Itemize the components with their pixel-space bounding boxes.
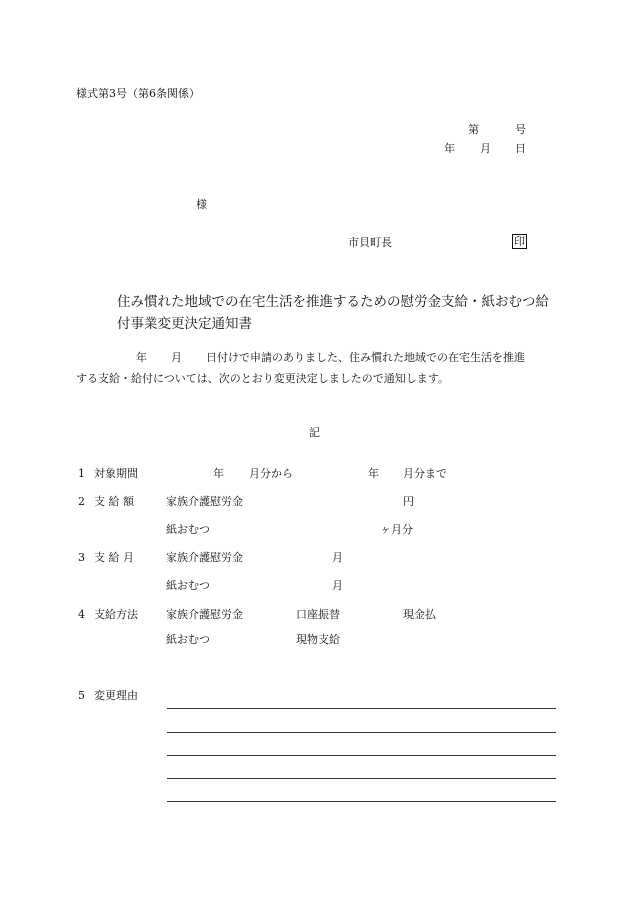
item-4-number: 4 [78, 608, 85, 621]
date-month: 月 [480, 142, 491, 155]
ki-heading: 記 [309, 426, 320, 439]
reason-rule-line [167, 755, 556, 756]
item-4-label: 支給方法 [94, 608, 138, 621]
issuer-name: 市貝町長 [348, 236, 392, 249]
method-option-cash: 現金払 [403, 608, 436, 621]
method-option-in-kind: 現物支給 [296, 633, 340, 646]
body-line-1 [76, 347, 566, 368]
item-3-number: 3 [78, 551, 85, 564]
title-line-1: 住み慣れた地域での在宅生活を推進するための慰労金支給・紙おむつ給 [117, 294, 549, 310]
period-from-month: 月分から [249, 467, 293, 480]
method-diaper-name: 紙おむつ [166, 633, 210, 646]
date-year: 年 [444, 142, 455, 155]
title-line-2: 付事業変更決定通知書 [117, 316, 252, 332]
month-caregiver-name: 家族介護慰労金 [166, 551, 243, 564]
item-2-label: 支 給 額 [94, 495, 134, 508]
item-5-label: 変更理由 [94, 689, 138, 702]
body-paragraph [76, 347, 566, 389]
amount-diaper-unit: ヶ月分 [380, 523, 413, 536]
item-1-number: 1 [78, 467, 85, 480]
form-reference: 様式第3号（第6条関係） [76, 87, 200, 100]
month-diaper-unit: 月 [332, 579, 343, 592]
doc-number-prefix: 第 [468, 123, 479, 136]
item-3-label: 支 給 月 [94, 551, 134, 564]
month-caregiver-unit: 月 [332, 551, 343, 564]
doc-number-suffix: 号 [515, 123, 526, 136]
reason-rule-line [167, 732, 556, 733]
seal-mark: 印 [514, 235, 525, 248]
period-to-year: 年 [368, 467, 379, 480]
reason-rule-line [167, 778, 556, 779]
reason-rule-line [167, 801, 556, 802]
addressee-suffix: 様 [196, 198, 207, 211]
amount-caregiver-name: 家族介護慰労金 [166, 495, 243, 508]
amount-caregiver-unit: 円 [403, 495, 414, 508]
month-diaper-name: 紙おむつ [166, 579, 210, 592]
item-1-label: 対象期間 [94, 467, 138, 480]
item-2-number: 2 [78, 495, 85, 508]
document-title [117, 291, 567, 335]
body-month: 月 [171, 351, 182, 364]
item-5-number: 5 [78, 689, 85, 702]
body-line-2: する支給・給付については、次のとおり変更決定しましたので通知します。 [76, 372, 449, 385]
date-day: 日 [515, 142, 526, 155]
body-year: 年 [136, 351, 147, 364]
body-line-1-text: 日付けで申請のありました、住み慣れた地域での在宅生活を推進 [206, 351, 525, 364]
method-caregiver-name: 家族介護慰労金 [166, 608, 243, 621]
period-from-year: 年 [213, 467, 224, 480]
method-option-transfer: 口座振替 [296, 608, 340, 621]
amount-diaper-name: 紙おむつ [166, 523, 210, 536]
reason-rule-line [167, 708, 556, 709]
period-to-month: 月分まで [403, 467, 447, 480]
